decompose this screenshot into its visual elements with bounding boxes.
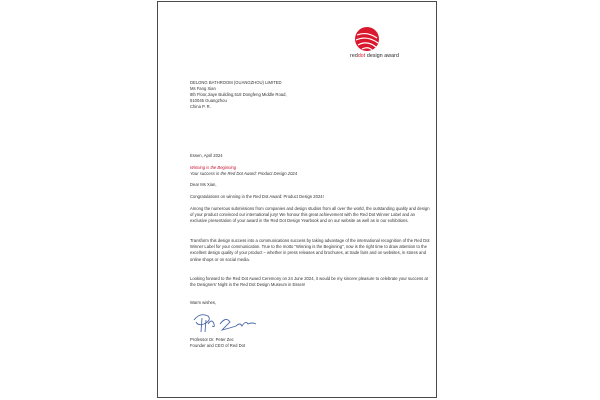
letter-paragraph-1: Congratulations on winning in the Red Dot Award: Product Design 2024!	[190, 194, 324, 199]
red-dot-logo	[340, 22, 420, 62]
recipient-name: Ms Fang Xian	[190, 86, 216, 91]
signer-name: Professor Dr. Peter Zec	[190, 337, 234, 342]
logo-wordmark: reddot design award	[350, 53, 399, 59]
letter-closing: Warm wishes,	[190, 300, 217, 305]
recipient-address-line2: 510045 Guangzhou	[190, 98, 227, 103]
letter-paragraph-4: Looking forward to the Red Dot Award Ceremony on 24 June 2024, it would be my sincere pleasure to celebrate your success at the Designers' Night in the Red Dot Design Museum in Essen!	[190, 276, 428, 288]
recipient-country: China P. R.	[190, 104, 211, 109]
letter-paragraph-3: Transform this design success into a communications success by taking advantage of the international recognition of the Red Dot Winner Label for your communication. True to the motto "Winning is the Beginning", now is the right time to draw attention to the excellent design quality of your product – whether in press releases and brochures, at trade fairs and on websites, in stores and online shops or on social media.	[190, 238, 430, 262]
recipient-company: DELONG BATHROOM (GUANGZHOU) LIMITED	[190, 80, 282, 85]
letter-subheadline: Your success in the Red Dot Award: Product Design 2024	[190, 171, 298, 176]
letter-headline: Winning is the Beginning	[190, 165, 237, 170]
letter-salutation: Dear Ms Xian,	[190, 182, 217, 187]
recipient-address-line1: 8th Floor,Jiaye Building,518 Dongfeng Middle Road,	[190, 92, 287, 97]
letter-paragraph-2: Among the numerous submissions from companies and design studios from all over the world, the outstanding quality and design of your product convinced our international jury! We honour this great achievement with the Red Dot Winner Label and an exclusive presentation of your award in the Red Dot Design Yearbook and on our website as well as in our exhibitions.	[190, 206, 430, 224]
letter-date: Essen, April 2024	[190, 153, 223, 158]
signer-title: Founder and CEO of Red Dot	[190, 343, 246, 348]
red-dot-icon	[354, 26, 380, 52]
signature-image	[190, 310, 260, 336]
